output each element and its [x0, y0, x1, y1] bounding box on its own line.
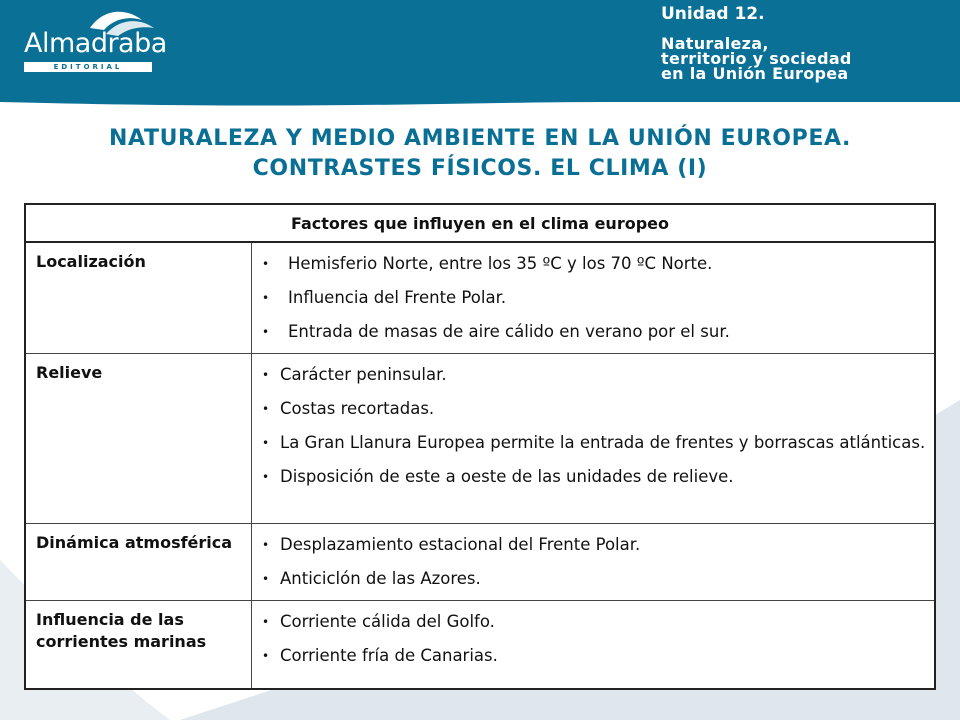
list-item: • La Gran Llanura Europea permite la entrada de frentes y borrascas atlánticas. — [262, 432, 926, 454]
row-category: Relieve — [25, 354, 252, 524]
list-item: • Carácter peninsular. — [262, 364, 926, 386]
unit-subtitle-line: Naturaleza, — [661, 34, 769, 53]
table-row — [25, 601, 935, 689]
table-row — [25, 242, 935, 354]
row-items — [252, 601, 936, 689]
list-item: • Costas recortadas. — [262, 398, 926, 420]
row-items — [252, 354, 936, 524]
page-title — [0, 124, 960, 184]
table-header-row — [25, 204, 935, 242]
row-category: Influencia de las corrientes marinas — [25, 601, 252, 689]
row-category: Localización — [25, 242, 252, 354]
list-item: • Corriente fría de Canarias. — [262, 645, 926, 667]
table-row — [25, 524, 935, 601]
unit-subtitle — [661, 36, 951, 81]
list-item: • Anticiclón de las Azores. — [262, 568, 926, 590]
list-item: • Influencia del Frente Polar. — [262, 287, 926, 309]
publisher-logo — [10, 0, 167, 80]
unit-heading — [661, 4, 951, 81]
page-title-line: CONTRASTES FÍSICOS. EL CLIMA (I) — [252, 156, 708, 181]
list-item: • Hemisferio Norte, entre los 35 ºC y los 70 ºC Norte. — [262, 253, 926, 275]
table-header: Factores que influyen en el clima europeo — [25, 204, 935, 242]
unit-number: Unidad 12. — [661, 4, 765, 24]
list-item: • Corriente cálida del Golfo. — [262, 611, 926, 633]
page-title-line: NATURALEZA Y MEDIO AMBIENTE EN LA UNIÓN EUROPEA. — [109, 126, 851, 151]
list-item: • Entrada de masas de aire cálido en verano por el sur. — [262, 321, 926, 343]
row-items — [252, 524, 936, 601]
unit-subtitle-line: en la Unión Europea — [661, 64, 849, 83]
climate-factors-table — [24, 203, 936, 690]
logo-wordmark: Almadraba — [24, 28, 167, 59]
list-item: • Desplazamiento estacional del Frente Polar. — [262, 534, 926, 556]
table-row — [25, 354, 935, 524]
logo-subtitle: EDITORIAL — [53, 63, 123, 71]
row-items — [252, 242, 936, 354]
list-item: • Disposición de este a oeste de las unidades de relieve. — [262, 466, 926, 488]
unit-subtitle-line: territorio y sociedad — [661, 49, 852, 68]
row-category: Dinámica atmosférica — [25, 524, 252, 601]
